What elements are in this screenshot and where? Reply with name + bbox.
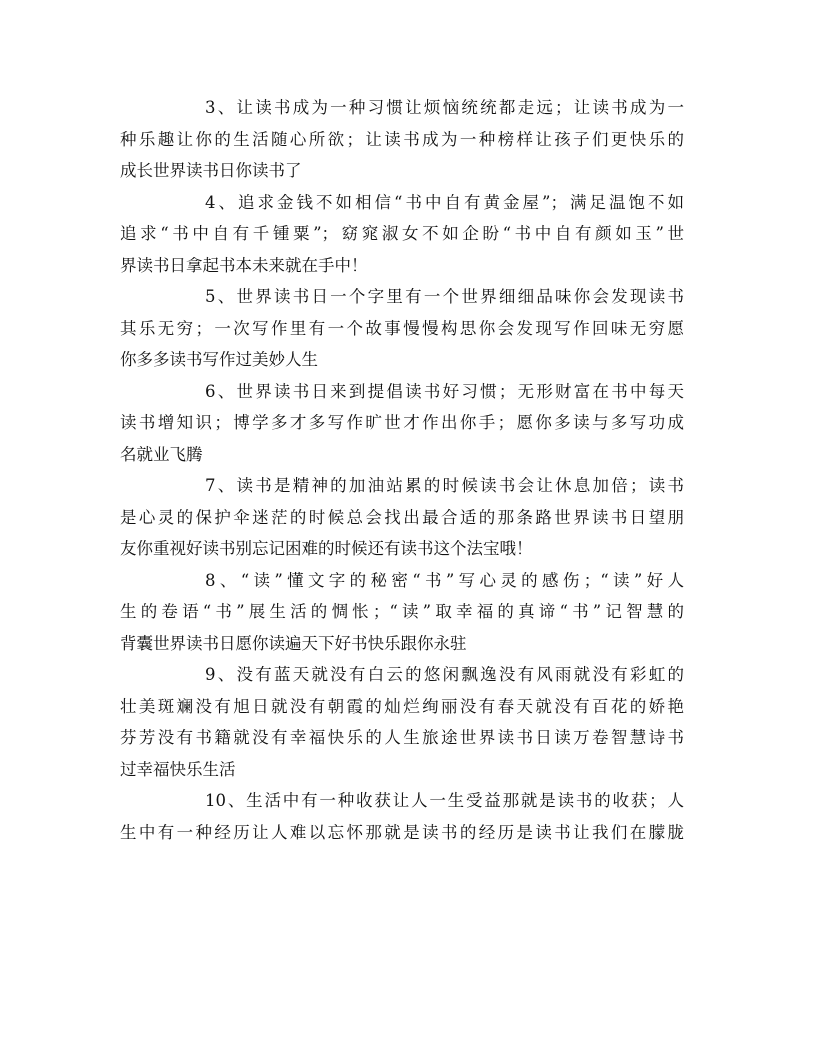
- paragraph-line: 名就业飞腾: [120, 444, 203, 464]
- paragraph-line: 界读书日拿起书本未来就在手中！: [120, 255, 368, 275]
- paragraph-7: [120, 470, 684, 565]
- paragraph-8: [120, 565, 684, 660]
- paragraph-line: 是心灵的保护伞迷茫的时候总会找出最合适的那条路世界读书日望朋: [120, 507, 684, 527]
- paragraph-line: 芬芳没有书籍就没有幸福快乐的人生旅途世界读书日读万卷智慧诗书: [120, 728, 684, 747]
- paragraph-line: 9、没有蓝天就没有白云的悠闲飘逸没有风雨就没有彩虹的: [205, 665, 684, 684]
- paragraph-line: 4、追求金钱不如相信“书中自有黄金屋”；满足温饱不如: [205, 192, 684, 212]
- paragraph-line: 10、生活中有一种收获让人一生受益那就是读书的收获；人: [205, 791, 684, 810]
- paragraph-9: [120, 659, 684, 785]
- paragraph-line: 你多多读书写作过美妙人生: [120, 350, 318, 369]
- paragraph-5: [120, 281, 684, 376]
- paragraph-line: 成长世界读书日你读书了: [120, 161, 302, 180]
- paragraph-line: 生的卷语“书”展生活的惆怅；“读”取幸福的真谛“书”记智慧的: [120, 602, 684, 621]
- paragraph-line: 其乐无穷；一次写作里有一个故事慢慢构思你会发现写作回味无穷愿: [120, 318, 684, 338]
- paragraph-line: 种乐趣让你的生活随心所欲；让读书成为一种榜样让孩子们更快乐的: [120, 129, 684, 149]
- paragraph-line: 6、世界读书日来到提倡读书好习惯；无形财富在书中每天: [205, 381, 684, 401]
- paragraph-line: 背囊世界读书日愿你读遍天下好书快乐跟你永驻: [120, 633, 467, 653]
- paragraph-line: 生中有一种经历让人难以忘怀那就是读书的经历是读书让我们在朦胧: [120, 822, 684, 842]
- document-body: [120, 92, 684, 848]
- paragraph-line: 8、“读”懂文字的秘密“书”写心灵的感伤；“读”好人: [205, 570, 684, 590]
- paragraph-3: [120, 92, 684, 187]
- paragraph-10: [120, 785, 684, 848]
- paragraph-line: 追求“书中自有千锺粟”；窈窕淑女不如企盼“书中自有颜如玉”世: [120, 224, 684, 243]
- paragraph-line: 读书增知识；博学多才多写作旷世才作出你手；愿你多读与多写功成: [120, 413, 684, 432]
- paragraph-line: 5、世界读书日一个字里有一个世界细细品味你会发现读书: [205, 287, 684, 306]
- paragraph-4: [120, 187, 684, 282]
- paragraph-line: 7、读书是精神的加油站累的时候读书会让休息加倍；读书: [205, 476, 684, 495]
- paragraph-line: 壮美斑斓没有旭日就没有朝霞的灿烂绚丽没有春天就没有百花的娇艳: [120, 696, 684, 716]
- paragraph-line: 3、让读书成为一种习惯让烦恼统统都走远；让读书成为一: [205, 98, 684, 117]
- paragraph-6: [120, 376, 684, 471]
- paragraph-line: 友你重视好读书别忘记困难的时候还有读书这个法宝哦！: [120, 539, 533, 558]
- paragraph-line: 过幸福快乐生活: [120, 759, 236, 779]
